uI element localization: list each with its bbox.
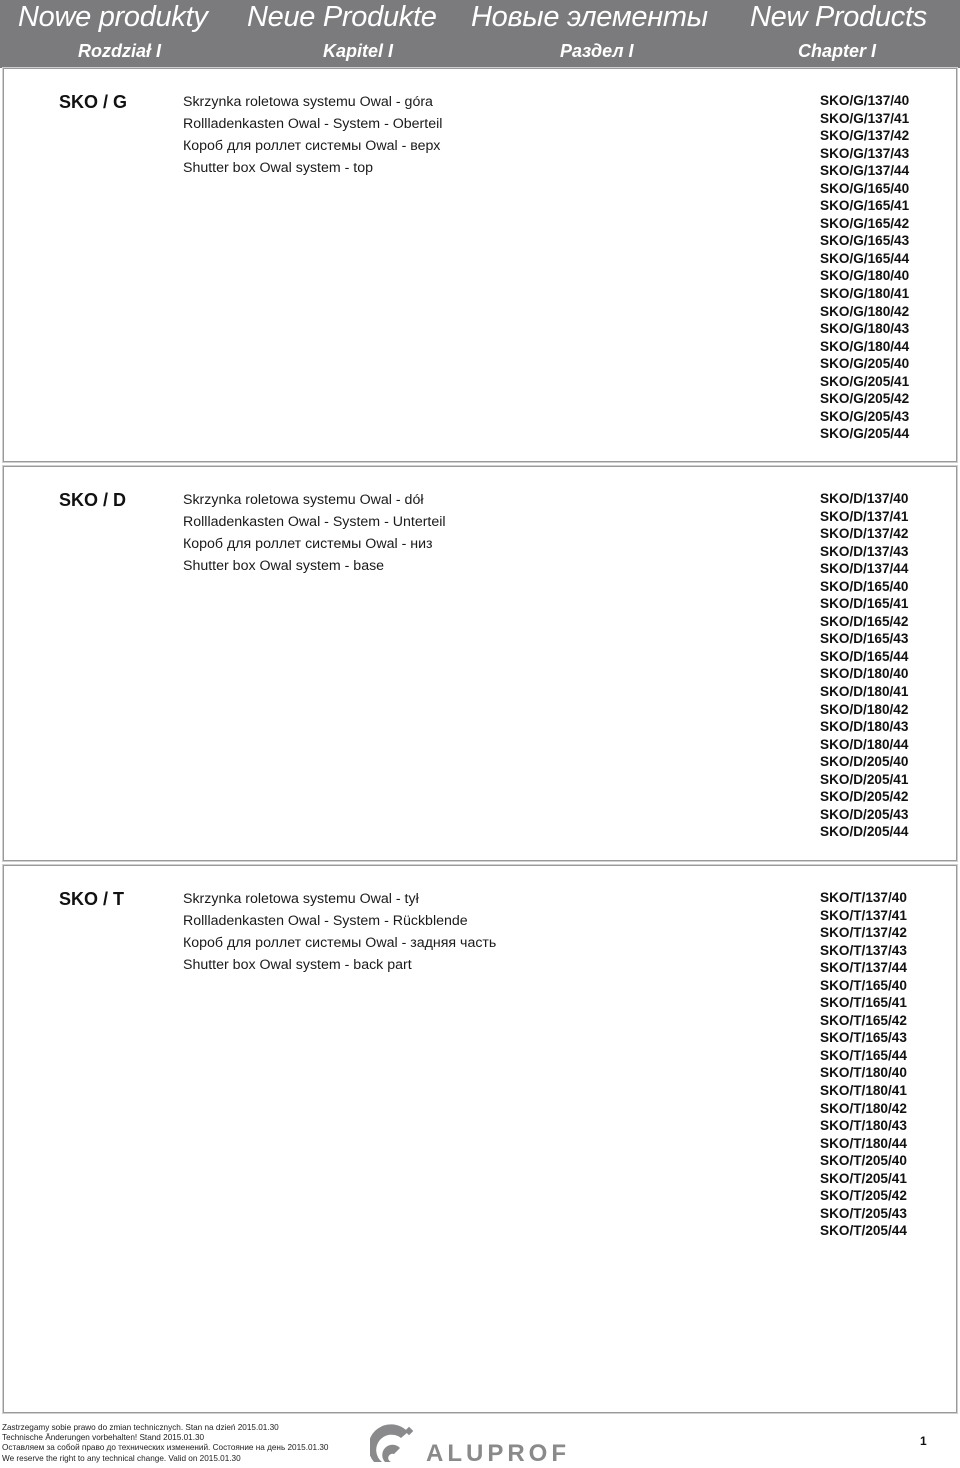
footer-notes [2, 1423, 328, 1464]
item-code: SKO/G/165/44 [820, 250, 910, 266]
item-code: SKO/T/180/41 [820, 1083, 907, 1099]
description-russian: Короб для роллет системы Owal - низ [183, 536, 433, 552]
title-polish: Nowe produkty [18, 1, 208, 33]
item-code: SKO/T/137/40 [820, 890, 907, 905]
title-russian: Новые элементы [471, 1, 708, 33]
item-code: SKO/G/137/44 [820, 163, 910, 179]
section-descriptions [183, 888, 496, 976]
item-code: SKO/D/205/41 [820, 771, 909, 787]
item-code: SKO/D/165/42 [820, 613, 909, 629]
section-sko-t [3, 865, 957, 1413]
section-sko-d [3, 466, 957, 861]
item-code: SKO/G/165/43 [820, 233, 910, 249]
item-code: SKO/T/137/44 [820, 960, 907, 976]
item-code: SKO/T/137/41 [820, 907, 907, 923]
item-code: SKO/G/205/44 [820, 426, 910, 442]
item-code: SKO/D/137/40 [820, 491, 909, 506]
item-code: SKO/G/205/42 [820, 391, 910, 407]
header-chapters [0, 41, 960, 63]
chapter-english: Chapter I [798, 41, 877, 61]
item-code: SKO/G/137/43 [820, 145, 910, 161]
item-code: SKO/T/137/43 [820, 942, 907, 958]
item-code: SKO/T/180/43 [820, 1118, 907, 1134]
item-code: SKO/T/165/43 [820, 1030, 907, 1046]
item-code: SKO/T/205/40 [820, 1153, 907, 1169]
item-code: SKO/G/137/41 [820, 110, 910, 126]
item-code: SKO/D/180/43 [820, 719, 909, 735]
footer-note-german: Technische Änderungen vorbehalten! Stand 2015.01.30 [2, 1433, 205, 1443]
aluprof-logo [370, 1422, 585, 1467]
item-code: SKO/T/165/42 [820, 1012, 907, 1028]
description-german: Rollladenkasten Owal - System - Oberteil [183, 116, 443, 132]
item-code: SKO/D/205/42 [820, 789, 909, 805]
chapter-russian: Раздел I [560, 41, 634, 61]
item-code: SKO/D/137/43 [820, 543, 909, 559]
section-sko-g [3, 68, 957, 462]
item-code: SKO/T/137/42 [820, 925, 907, 941]
item-code: SKO/G/165/40 [820, 180, 910, 196]
item-code: SKO/G/137/40 [820, 93, 910, 108]
item-code: SKO/D/165/44 [820, 648, 909, 664]
item-code: SKO/D/137/44 [820, 561, 909, 577]
item-code: SKO/G/180/40 [820, 268, 910, 284]
description-russian: Короб для роллет системы Owal - задняя часть [183, 935, 497, 951]
item-code: SKO/G/180/42 [820, 303, 910, 319]
item-code: SKO/T/180/44 [820, 1135, 907, 1151]
item-code: SKO/D/137/42 [820, 526, 909, 542]
item-code: SKO/D/165/40 [820, 578, 909, 594]
section-descriptions [183, 91, 442, 179]
item-code: SKO/D/165/41 [820, 596, 909, 612]
item-code: SKO/D/205/44 [820, 824, 909, 840]
item-code: SKO/G/205/41 [820, 373, 910, 389]
item-code: SKO/D/205/43 [820, 806, 909, 822]
item-code: SKO/T/165/41 [820, 995, 907, 1011]
description-english: Shutter box Owal system - back part [183, 957, 412, 973]
item-code: SKO/G/205/43 [820, 408, 910, 424]
item-code: SKO/T/165/40 [820, 977, 907, 993]
title-english: New Products [750, 1, 927, 33]
section-code: SKO / T [59, 889, 125, 909]
description-german: Rollladenkasten Owal - System - Unterteil [183, 514, 446, 530]
item-code: SKO/G/165/42 [820, 215, 910, 231]
description-polish: Skrzynka roletowa systemu Owal - dół [183, 492, 424, 508]
section-code: SKO / D [59, 490, 127, 510]
page-number: 1 [920, 1434, 927, 1448]
description-russian: Короб для роллет системы Owal - верх [183, 138, 441, 154]
title-german: Neue Produkte [247, 1, 437, 33]
item-code: SKO/D/180/44 [820, 736, 909, 752]
chapter-polish: Rozdział I [78, 41, 162, 61]
item-code: SKO/T/165/44 [820, 1047, 907, 1063]
item-code: SKO/D/180/41 [820, 684, 909, 700]
item-code: SKO/T/205/43 [820, 1205, 907, 1221]
header-titles [0, 0, 960, 38]
footer-note-russian: Оставляем за собой право до технических изменений. Состояние на день 2015.01.30 [2, 1443, 329, 1453]
item-code: SKO/D/165/43 [820, 631, 909, 647]
item-code-list [820, 490, 908, 841]
footer-note-english: We reserve the right to any technical change. Valid on 2015.01.30 [2, 1453, 241, 1463]
description-english: Shutter box Owal system - top [183, 160, 374, 176]
item-code: SKO/T/205/44 [820, 1223, 907, 1239]
item-code: SKO/G/165/41 [820, 198, 910, 214]
item-code: SKO/D/180/42 [820, 701, 909, 717]
section-descriptions [183, 489, 446, 577]
description-polish: Skrzynka roletowa systemu Owal - tył [183, 891, 419, 907]
description-polish: Skrzynka roletowa systemu Owal - góra [183, 94, 433, 110]
item-code: SKO/T/205/41 [820, 1170, 907, 1186]
item-code: SKO/G/137/42 [820, 128, 910, 144]
page-header [0, 0, 960, 68]
aluprof-logo-text: ALUPROF [426, 1440, 570, 1467]
footer-note-polish: Zastrzegamy sobie prawo do zmian technicznych. Stan na dzień 2015.01.30 [2, 1423, 279, 1432]
chapter-german: Kapitel I [323, 41, 394, 61]
item-code: SKO/T/180/42 [820, 1100, 907, 1116]
item-code: SKO/G/180/44 [820, 338, 910, 354]
item-code: SKO/G/180/43 [820, 321, 910, 337]
aluprof-logo-mark-icon [370, 1424, 414, 1464]
item-code: SKO/T/205/42 [820, 1188, 907, 1204]
item-code: SKO/D/180/40 [820, 666, 909, 682]
item-code: SKO/G/180/41 [820, 286, 910, 302]
item-code-list [820, 92, 909, 443]
description-german: Rollladenkasten Owal - System - Rückblende [183, 913, 468, 929]
item-code: SKO/D/137/41 [820, 508, 909, 524]
item-code-list [820, 889, 907, 1240]
description-english: Shutter box Owal system - base [183, 558, 385, 574]
item-code: SKO/T/180/40 [820, 1065, 907, 1081]
section-code: SKO / G [59, 92, 128, 112]
item-code: SKO/D/205/40 [820, 754, 909, 770]
item-code: SKO/G/205/40 [820, 356, 910, 372]
